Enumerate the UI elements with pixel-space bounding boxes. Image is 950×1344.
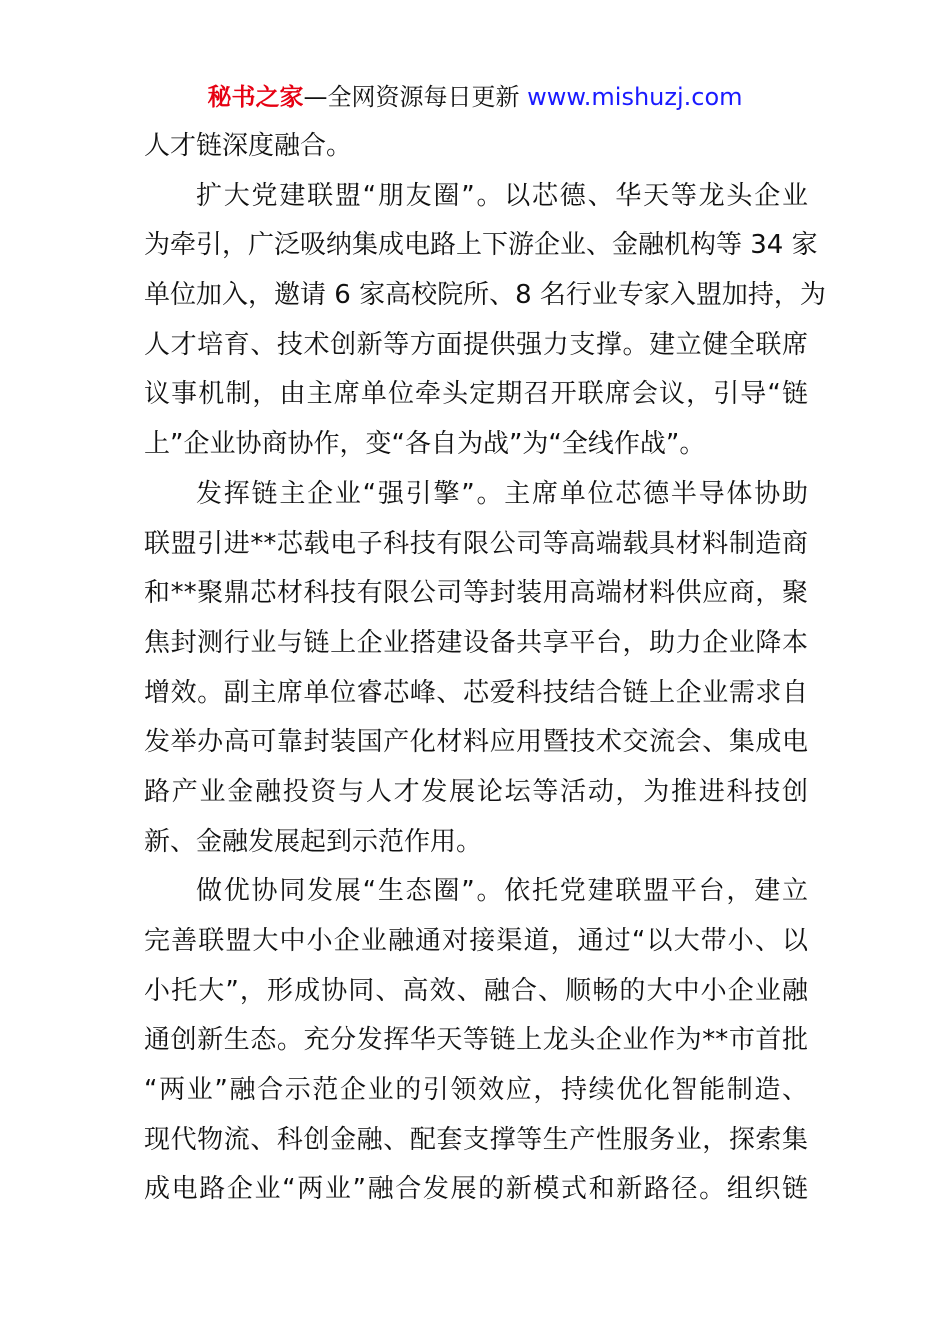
- text-line: 现代物流、科创金融、配套支撑等生产性服务业，探索集: [144, 1124, 808, 1155]
- text-line: 联盟引进**芯载电子科技有限公司等高端载具材料制造商: [144, 528, 808, 559]
- text-line: 通创新生态。充分发挥华天等链上龙头企业作为**市首批: [144, 1025, 808, 1056]
- paragraph-first-line: 发挥链主企业“强引擎”。主席单位芯德半导体协助: [196, 478, 808, 509]
- text-line: “两业”融合示范企业的引领效应，持续优化智能制造、: [144, 1075, 808, 1106]
- site-url[interactable]: www.mishuzj.com: [527, 83, 743, 111]
- document-body: [144, 122, 826, 1215]
- text-line: 路产业金融投资与人才发展论坛等活动，为推进科技创: [144, 776, 808, 807]
- text-line: 为牵引，广泛吸纳集成电路上下游企业、金融机构等 34 家: [144, 230, 818, 261]
- header-tagline: —全网资源每日更新: [303, 83, 528, 111]
- paragraph-first-line: 扩大党建联盟“朋友圈”。以芯德、华天等龙头企业: [196, 180, 808, 211]
- text-line: 新、金融发展起到示范作用。: [144, 826, 483, 857]
- text-line: 增效。副主席单位睿芯峰、芯爱科技结合链上企业需求自: [144, 677, 808, 708]
- text-line: 发举办高可靠封装国产化材料应用暨技术交流会、集成电: [144, 727, 808, 758]
- text-line: 人才链深度融合。: [144, 131, 353, 161]
- text-line: 单位加入，邀请 6 家高校院所、8 名行业专家入盟加持，为: [144, 280, 826, 311]
- text-line: 小托大”，形成协同、高效、融合、顺畅的大中小企业融: [144, 975, 808, 1006]
- brand-name: 秘书之家: [207, 83, 304, 111]
- text-line: 人才培育、技术创新等方面提供强力支撑。建立健全联席: [144, 329, 808, 360]
- text-line: 和**聚鼎芯材科技有限公司等封装用高端材料供应商，聚: [144, 578, 808, 609]
- site-header: [0, 80, 950, 114]
- paragraph-first-line: 做优协同发展“生态圈”。依托党建联盟平台，建立: [196, 876, 808, 907]
- text-line: 上”企业协商协作，变“各自为战”为“全线作战”。: [144, 429, 706, 460]
- text-line: 完善联盟大中小企业融通对接渠道，通过“以大带小、以: [144, 926, 808, 956]
- text-line: 成电路企业“两业”融合发展的新模式和新路径。组织链: [144, 1174, 808, 1205]
- text-line: 焦封测行业与链上企业搭建设备共享平台，助力企业降本: [144, 627, 808, 658]
- text-line: 议事机制，由主席单位牵头定期召开联席会议，引导“链: [144, 379, 808, 410]
